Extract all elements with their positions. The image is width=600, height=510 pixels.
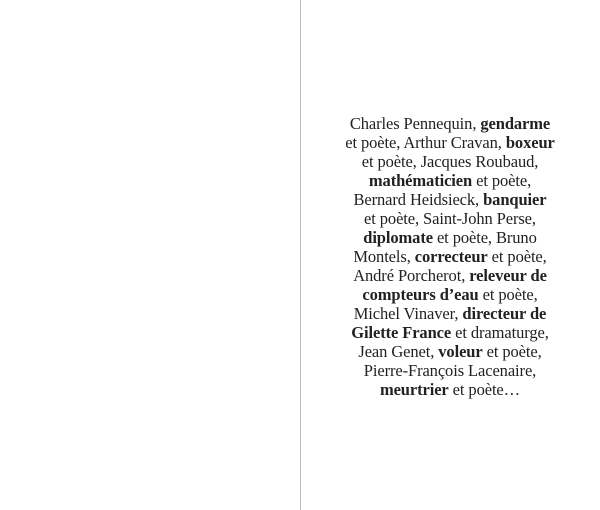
poem-line <box>322 266 578 285</box>
poem-bold-profession: correcteur <box>414 247 488 266</box>
poem-line <box>322 133 578 152</box>
poem-bold-profession: directeur de <box>462 304 547 323</box>
poem-bold-profession: releveur de <box>469 266 547 285</box>
poem-text-segment: et poète, Bruno <box>432 228 537 247</box>
poem-text-segment: Bernard Heidsieck, <box>353 190 484 209</box>
poem-text-segment: et poète, <box>472 171 532 190</box>
poem-bold-profession: banquier <box>483 190 547 209</box>
poem-text-segment: Charles Pennequin, <box>349 114 481 133</box>
poem-line <box>322 361 578 380</box>
poem-text-segment: et poète, Arthur Cravan, <box>345 133 506 152</box>
poem-text-segment: et poète, Saint-John Perse, <box>364 209 536 228</box>
poem-line <box>322 171 578 190</box>
poem-bold-profession: meurtrier <box>379 380 449 399</box>
poem-text-segment: Michel Vinaver, <box>353 304 463 323</box>
poem-bold-profession: gendarme <box>480 114 551 133</box>
poem-text-segment: et dramaturge, <box>451 323 549 342</box>
poem-text-segment: et poète, <box>482 342 542 361</box>
poem-line <box>322 285 578 304</box>
poem-text <box>322 114 578 399</box>
poem-line <box>322 152 578 171</box>
poem-line <box>322 190 578 209</box>
poem-bold-profession: Gilette France <box>351 323 452 342</box>
poem-text-segment: André Porcherot, <box>353 266 470 285</box>
poem-bold-profession: voleur <box>438 342 483 361</box>
poem-bold-profession: mathématicien <box>368 171 473 190</box>
poem-text-segment: et poète, Jacques Roubaud, <box>361 152 539 171</box>
poem-text-segment: et poète, <box>487 247 547 266</box>
poem-text-segment: et poète… <box>448 380 521 399</box>
poem-line <box>322 114 578 133</box>
poem-line <box>322 247 578 266</box>
poem-line <box>322 209 578 228</box>
poem-text-segment: Pierre-François Lacenaire, <box>363 361 537 380</box>
poem-line <box>322 342 578 361</box>
poem-bold-profession: diplomate <box>363 228 433 247</box>
poem-text-segment: Jean Genet, <box>358 342 439 361</box>
poem-line <box>322 304 578 323</box>
poem-bold-profession: compteurs d’eau <box>362 285 479 304</box>
poem-text-segment: et poète, <box>478 285 538 304</box>
poem-line <box>322 228 578 247</box>
poem-text-segment: Montels, <box>353 247 415 266</box>
poem-line <box>322 380 578 399</box>
poem-bold-profession: boxeur <box>505 133 555 152</box>
poem-line <box>322 323 578 342</box>
